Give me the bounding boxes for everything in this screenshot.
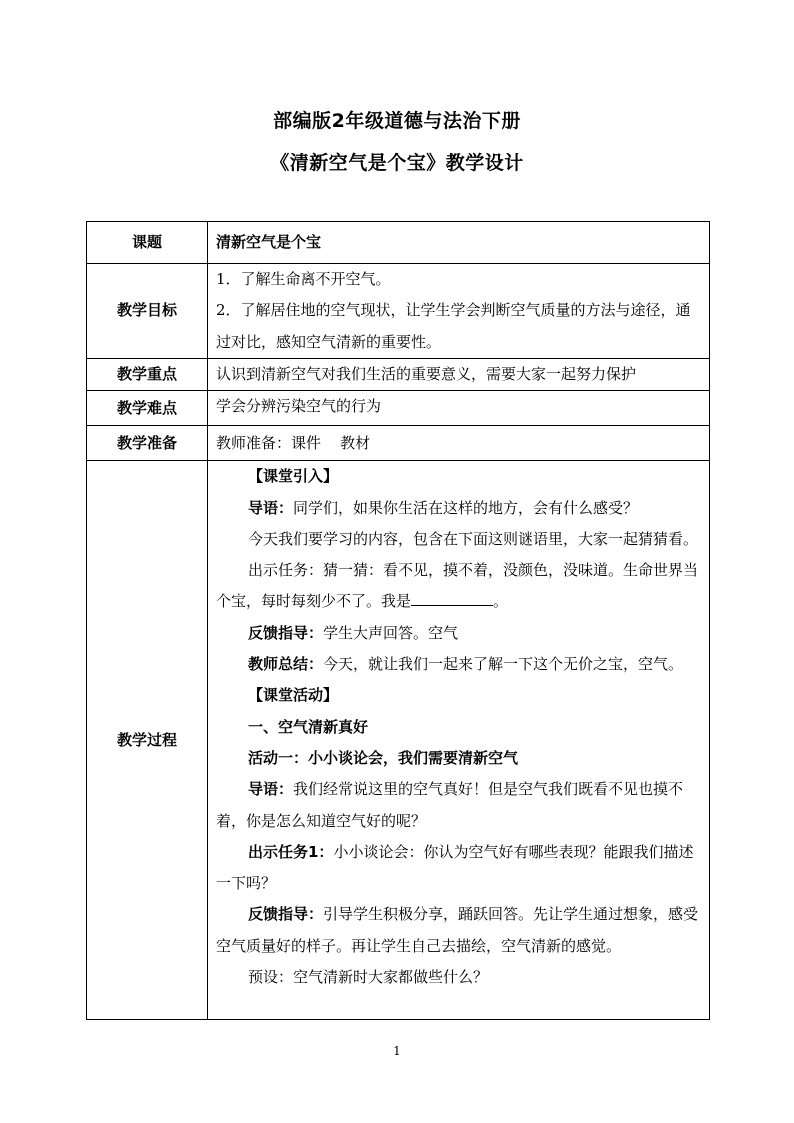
- document-title: 部编版2年级道德与法治下册: [273, 110, 521, 132]
- goal-item: 2．了解居住地的空气现状，让学生学会判断空气质量的方法与途径，通过对比，感知空气清新的重要性。: [216, 301, 691, 351]
- table-row-preparation: [87, 426, 710, 461]
- summary-paragraph: 教师总结：今天，就让我们一起来了解一下这个无价之宝，空气。: [248, 655, 684, 674]
- page-number: 1: [393, 1044, 401, 1058]
- feedback-paragraph: 反馈指导：学生大声回答。空气: [248, 623, 459, 642]
- activity-title: 活动一：小小谈论会，我们需要清新空气: [248, 748, 519, 767]
- difficulties-value: 学会分辨污染空气的行为: [208, 391, 710, 426]
- task-paragraph: 出示任务1：小小谈论会：你认为空气好有哪些表现？能跟我们描述一下吗？: [216, 842, 694, 893]
- preset-paragraph: 预设：空气清新时大家都做些什么？: [248, 968, 489, 987]
- guide-paragraph: 导语：同学们，如果你生活在这样的地方，会有什么感受？: [248, 498, 639, 517]
- difficulties-label: 教学难点: [87, 391, 208, 426]
- table-row-key-points: [87, 359, 710, 391]
- key-points-label: 教学重点: [87, 359, 208, 391]
- paragraph: 今天我们要学习的内容，包含在下面这则谜语里，大家一起猜猜看。: [248, 529, 699, 548]
- feedback-paragraph: 反馈指导：引导学生积极分享，踊跃回答。先让学生通过想象，感受空气质量好的样子。再让学生自己去描绘，空气清新的感觉。: [216, 905, 699, 955]
- topic-value: 清新空气是个宝: [216, 232, 322, 251]
- goal-item: 1．了解生命离不开空气。: [216, 270, 391, 288]
- preparation-value: 教师准备：课件 教材: [208, 426, 710, 461]
- preparation-label: 教学准备: [87, 426, 208, 461]
- task-paragraph: 出示任务：猜一猜：看不见，摸不着，没颜色，没味道。生命世界当个宝，每时每刻少不了。我是 。: [216, 561, 699, 611]
- process-label: 教学过程: [87, 461, 208, 1020]
- table-row-topic: [87, 222, 710, 264]
- table-row-process: [87, 461, 710, 1020]
- activity-heading: 【课堂活动】: [248, 686, 339, 705]
- key-points-value: 认识到清新空气对我们生活的重要意义，需要大家一起努力保护: [208, 359, 710, 391]
- table-row-goals: [87, 264, 710, 359]
- intro-heading: 【课堂引入】: [248, 467, 339, 486]
- table-row-difficulties: [87, 391, 710, 426]
- lesson-plan-table: [86, 221, 710, 1020]
- goals-label: 教学目标: [87, 264, 208, 359]
- topic-label: 课题: [87, 222, 208, 264]
- guide-paragraph: 导语：我们经常说这里的空气真好！但是空气我们既看不见也摸不着，你是怎么知道空气好的呢？: [216, 780, 684, 830]
- document-subtitle: 《清新空气是个宝》教学设计: [270, 152, 524, 174]
- answer-blank: [411, 587, 493, 606]
- section-heading: 一、空气清新真好: [248, 717, 369, 736]
